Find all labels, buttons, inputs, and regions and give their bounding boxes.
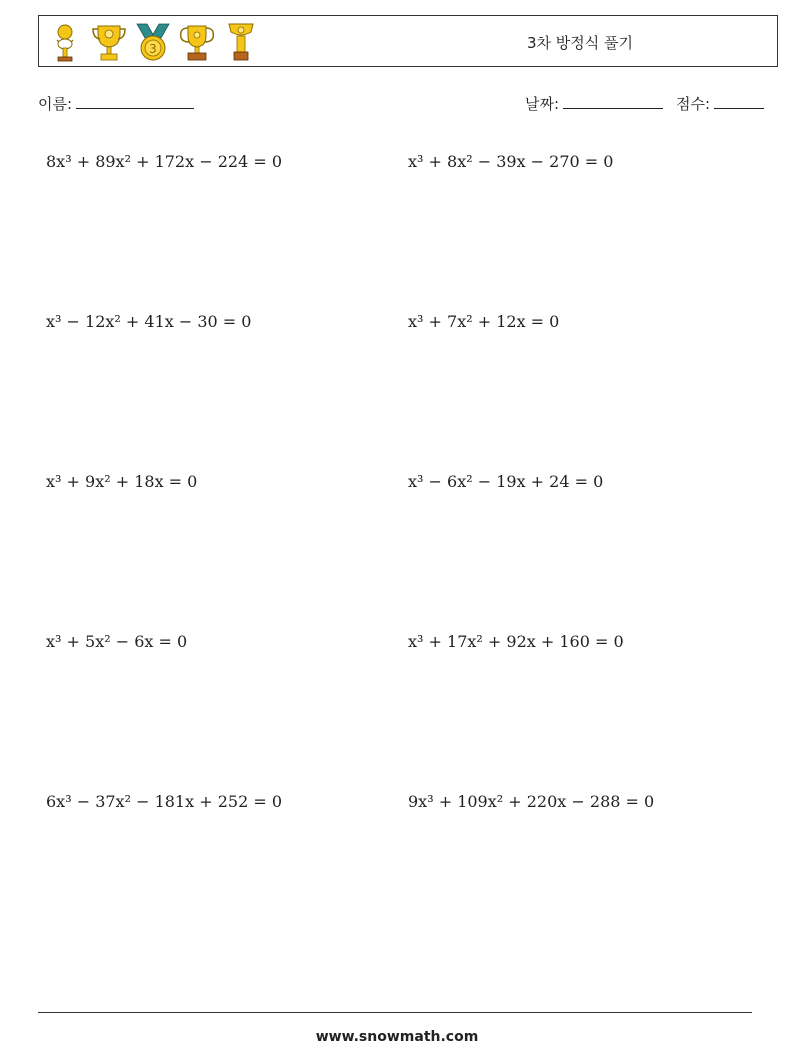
problem-9: 6x³ − 37x² − 181x + 252 = 0 (46, 792, 283, 811)
trophy-cup-icon (89, 20, 129, 64)
problem-5: x³ + 9x² + 18x = 0 (46, 472, 198, 491)
score-field (676, 93, 764, 114)
problem-6: x³ − 6x² − 19x + 24 = 0 (408, 472, 604, 491)
footer-divider (38, 1012, 752, 1013)
problem-7: x³ + 5x² − 6x = 0 (46, 632, 188, 651)
score-blank[interactable] (714, 94, 764, 109)
name-label: 이름: (38, 95, 73, 113)
trophy-pedestal-icon (221, 20, 261, 64)
name-field (38, 93, 194, 114)
problem-2: x³ + 8x² − 39x − 270 = 0 (408, 152, 614, 171)
worksheet-header (38, 15, 778, 67)
trophy-row (45, 20, 261, 64)
svg-text:3: 3 (149, 42, 157, 56)
name-blank[interactable] (76, 94, 194, 109)
problem-10: 9x³ + 109x² + 220x − 288 = 0 (408, 792, 655, 811)
problem-1: 8x³ + 89x² + 172x − 224 = 0 (46, 152, 283, 171)
date-field (525, 93, 663, 114)
medal-3-icon (133, 20, 173, 64)
problem-8: x³ + 17x² + 92x + 160 = 0 (408, 632, 624, 651)
score-label: 점수: (676, 95, 711, 113)
date-blank[interactable] (563, 94, 663, 109)
footer-url[interactable]: www.snowmath.com (315, 1029, 479, 1045)
trophy-medal-icon (45, 20, 85, 64)
worksheet-title: 3차 방정식 풀기 (527, 34, 634, 52)
problem-3: x³ − 12x² + 41x − 30 = 0 (46, 312, 252, 331)
trophy-handles-icon (177, 20, 217, 64)
problem-4: x³ + 7x² + 12x = 0 (408, 312, 560, 331)
date-label: 날짜: (525, 95, 560, 113)
